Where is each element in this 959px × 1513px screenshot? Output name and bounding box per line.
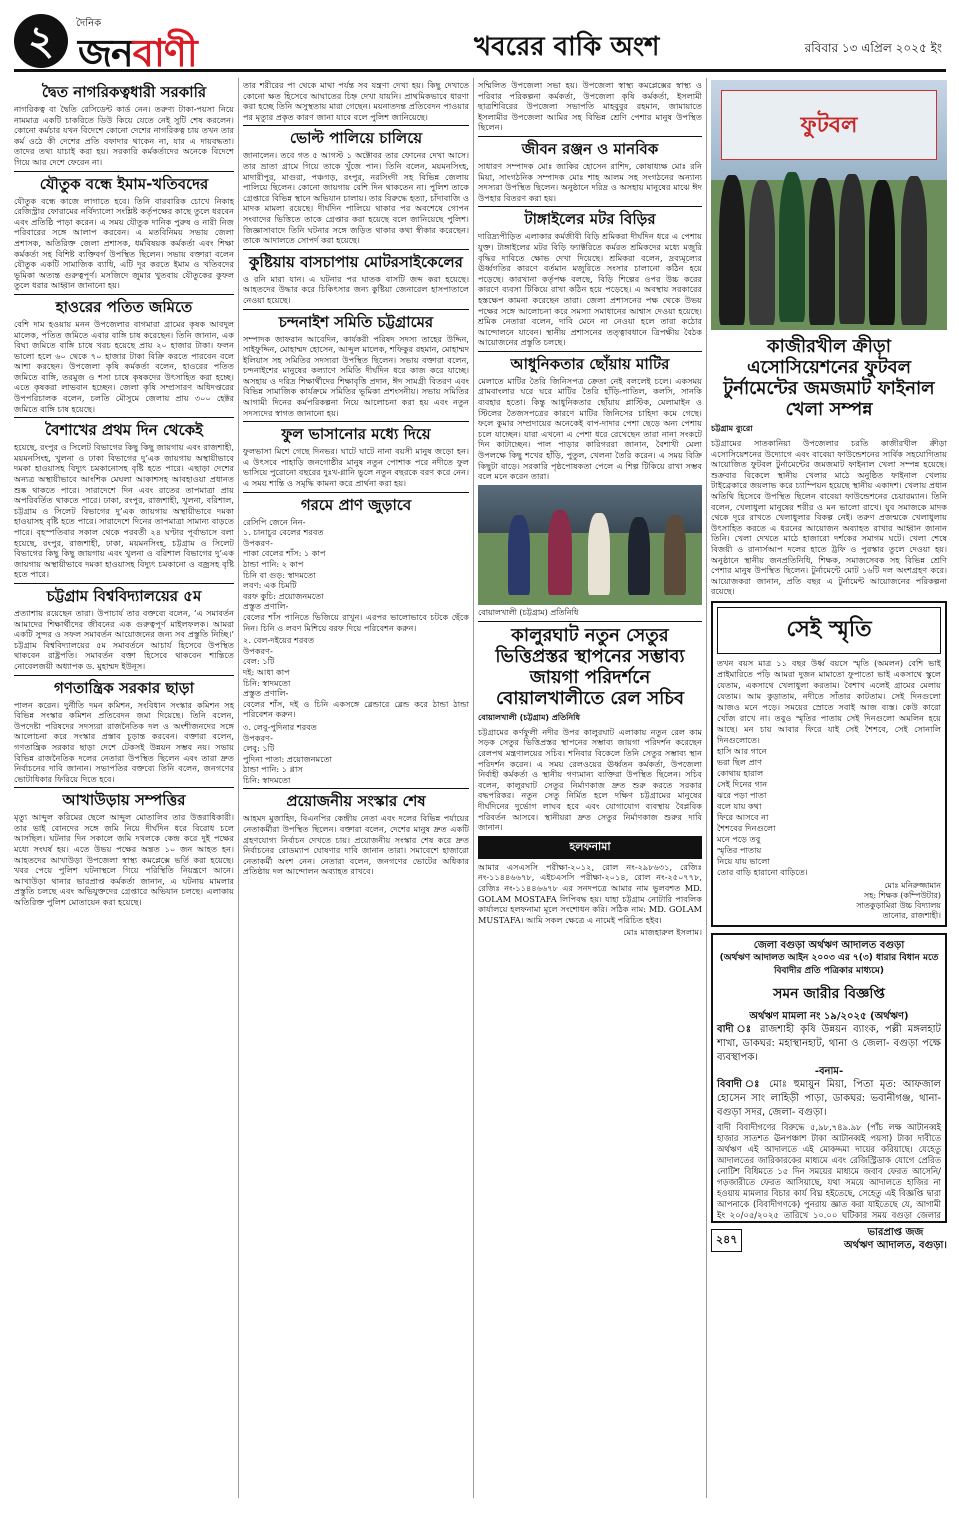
news-photo (478, 485, 702, 605)
article-text: আহমদ মুজাহিদ, বিএনপির কেন্দ্রীয় নেতা এবং দলের বিভিন্ন পর্যায়ের নেতাকর্মীরা উপস্থিত ছিলেন। বক্তারা বলেন, দেশের মানুষ দ্রুত একটি গ্রহণযোগ্য নির্বাচন দেখতে চায়। প্রয়োজনীয় সংস্কার শেষ করে দ্রুত নির্বাচনের রোডম্যাপ ঘোষণার দাবি জানান তারা। সমাবেশে হাজারো নেতাকর্মী অংশ নেন। নেতারা বলেন, জনগণের ভোটের অধিকার প্রতিষ্ঠায় দল আন্দোলন অব্যাহত রাখবে। (243, 813, 469, 877)
notice-footer (711, 1226, 947, 1252)
poem-box (711, 601, 947, 927)
headline: দ্বৈত নাগরিকত্বধারী সরকারি (41, 83, 207, 101)
court-name: অর্থঋণ আদালত, বগুড়া। (843, 1239, 947, 1251)
notice-court: জেলা বগুড়া অর্থঋণ আদালত বগুড়া (753, 939, 905, 951)
article-text: জানালেন। তবে গত ৫ আগস্ট ১ অক্টোবর তার ফোনের দেখা আসে। তার ভ্রাতা গ্রামে গিয়ে তাকে খুঁজে পান। তিনি বলেন, ময়মনসিংহ, মাদারীপুর, মাগুরা, পঞ্চগড়, রংপুর, নরসিংদী সহ বিভিন্ন জেলায় পালিয়ে ছিলেন। কোনো জায়গায় বেশি দিন থাকতেন না। পুলিশ তাকে গ্রেপ্তারে বিভিন্ন স্থানে অভিযান চালায়। তার বিরুদ্ধে হত্যা, চাঁদাবাজি ও মাদক মামলা রয়েছে। দীর্ঘদিন পালিয়ে থাকার পর অবশেষে গোপন সংবাদের ভিত্তিতে তাকে গ্রেপ্তার করা হয়েছে বলে জানিয়েছে পুলিশ। জিজ্ঞাসাবাদে তিনি ঘটনার সঙ্গে জড়িত থাকার কথা স্বীকার করেছেন। তাকে আদালতে সোপর্দ করা হয়েছে। (243, 150, 469, 246)
article-text: হয়েছে, রংপুর ও সিলেট বিভাগের কিছু কিছু জায়গায় এবং রাজশাহী, ময়মনসিংহ, খুলনা ও ঢাকা বিভাগের দু’এক জায়গায় অস্থায়ীভাবে দমকা হাওয়াসহ বিদ্যুৎ চমকানোসহ বৃষ্টি হতে পারে। এছাড়া দেশের অন্যত্র অস্থায়ীভাবে আংশিক মেঘলা আকাশসহ আবহাওয়া প্রধানত শুষ্ক থাকতে পারে। সারাদেশে দিন এবং রাতের তাপমাত্রা প্রায় অপরিবর্তিত থাকতে পারে। ঢাকা, রংপুর, রাজশাহী, খুলনা, বরিশাল, চট্টগ্রাম ও সিলেট বিভাগের দু’এক জায়গায় অস্থায়ীভাবে দমকা হাওয়াসহ বৃষ্টি হতে পারে। সারাদেশে দিনের তাপমাত্রা সামান্য বাড়তে পারে। বৃহস্পতিবার সকাল থেকে পরবর্তী ২৪ ঘণ্টার পূর্বাভাসে বলা হয়েছে, রংপুর, রাজশাহী, ঢাকা, ময়মনসিংহ, চট্টগ্রাম ও সিলেট বিভাগের কিছু কিছু জায়গায় এবং খুলনা ও বরিশাল বিভাগের দু’এক জায়গায় অস্থায়ীভাবে দমকা হাওয়াসহ বিদ্যুৎ চমকানো ও বজ্রসহ বৃষ্টি হতে পারে। (14, 442, 234, 580)
headline: গরমে প্রাণ জুড়াবে (243, 492, 469, 514)
headline: আখাউড়ায় সম্পত্তির (14, 787, 234, 809)
notice-title: সমন জারীর বিজ্ঞপ্তি (773, 985, 885, 1002)
article-text: যৌতুক বন্ধে কাজে লাগাতে হবে। তিনি বারবারিক চোখে নিকাহ রেজিস্ট্রার ফোরামের নর্বিদ্যালো সংশ্লিষ্ট কর্তৃপক্ষের কাছে তুলে ধরবেন এবং প্রতিষ্ঠি পাড়া করেন। এ সময় যৌতুক দানিক পুরুষ ও নারী নিজ পরিবারের সঙ্গে আলাপ করবেন। এ মতবিনিময় সভায় জেলা প্রশাসক, অতিরিক্ত জেলা প্রশাসক, ধর্মবিষয়ক কর্মকর্তা এবং শিক্ষা কর্মকর্তা সহ বিশিষ্ট ব্যক্তিবর্গ উপস্থিত ছিলেন। সভায় বক্তারা বলেন যৌতুক একটি সামাজিক ব্যাধি, এটি দূর করতে ইমাম ও খতিবদের ভূমিকা অত্যন্ত গুরুত্বপূর্ণ। মসজিদে জুমার খুতবায় যৌতুকের কুফল তুলে ধরার আহ্বান জানানো হয়। (14, 195, 234, 291)
photo-person (508, 515, 530, 595)
masthead (14, 14, 946, 75)
headline: আধুনিকতার ছোঁয়ায় মাটির (478, 351, 702, 373)
headline: গণতান্ত্রিক সরকার ছাড়া (14, 675, 234, 697)
article-text: সম্পাদক জাফরান আবেদিন, কার্যকরী পরিষদ সদস্য তাহের উদ্দিন, সাইফুদ্দিন, মোহাম্মদ হোসেন, আব্দুল মালেক, শফিকুর রহমান, মোহাম্মদ ইলিয়াস সহ সমিতির সদস্যরা উপস্থিত ছিলেন। সভায় বক্তারা বলেন, চন্দনাইশের মানুষের কল্যাণে সমিতি দীর্ঘদিন ধরে কাজ করে যাচ্ছে। অসহায় ও দরিদ্র শিক্ষার্থীদের শিক্ষাবৃত্তি প্রদান, ঈদ সামগ্রী বিতরণ এবং বিভিন্ন সামাজিক কার্যক্রমে সমিতির ভূমিকা প্রশংসনীয়। সভায় সমিতির আগামী দিনের কর্মপরিকল্পনা নিয়ে আলোচনা করা হয় এবং নতুন সদস্যদের স্বাগত জানানো হয়। (243, 333, 469, 418)
headline: জীবন রঞ্জন ও মানবিক (478, 136, 702, 158)
column-2 (243, 80, 469, 1500)
notice-signature (844, 1226, 947, 1252)
column-rule (473, 78, 474, 1498)
affidavit-title: হলফনামা (478, 836, 702, 859)
article-text: নাগরিকত্ব বা দ্বৈতি রেসিডেন্ট কার্ড নেন। তরুণ্য টাকা-পয়সা নিয়ে নামমাত্র একটি চাকরিতে ডিউ কিয়ে যেতে নেই সুটি শেষ করলেন। কোনো কর্মচার যখন বিদেশে কোনো দেশের নাগরিকত্ব চায় তখন তার কর্ম ওঠে কী দেশের প্রতি বফাদার থাকেন না, যার এ দায়বদ্ধতা। তাদের তথ্য যাচাই করা হয়। সরকারি কর্মকর্তাদের অনেকে বিদেশে গিয়ে আর দেশে ফেরেন না। (14, 104, 234, 167)
article-text: পালন করেন। দুর্নীতি দমন কমিশন, সংবিধান সংস্কার কমিশন সহ বিভিন্ন সংস্কার কমিশন প্রতিবেদন জমা দিয়েছে। তিনি বলেন, উপদেষ্টা পরিষদের সদস্যরা রাজনৈতিক দল ও অংশীজনদের সঙ্গে আলোচনা করে সংস্কার প্রস্তাব চূড়ান্ত করবেন। বক্তারা বলেন, গণতান্ত্রিক সরকার ছাড়া দেশে টেকসই উন্নয়ন সম্ভব নয়। সভায় বিভিন্ন রাজনৈতিক দলের নেতারা উপস্থিত ছিলেন এবং তারা দ্রুত নির্বাচনের দাবি জানান। সভাপতির বক্তব্যে তিনি বলেন, জনগণের ভোটাধিকার ফিরিয়ে দিতে হবে। (14, 699, 234, 784)
poem-author: মোঃ মনিরুজ্জামান (884, 880, 941, 890)
headline: কালুরঘাট নতুন সেতুর ভিত্তিপ্রস্তর স্থাপনের সম্ভাব্য জায়গা পরিদর্শনে বোয়ালখালীতে রেল সচিব (478, 621, 702, 709)
recipe-text: রেসিপি জেনে নিন- ১. চানাচুর বেলের শরবত উপকরণ- পাকা বেলের শাঁস: ১ কাপ ঠান্ডা পানি: ২ কাপ চিনি বা গুড়: স্বাদমতো লবণ: এক চিমটি বরফ কুচি: প্রয়োজনমতো প্রস্তুত প্রণালি- বেলের শাঁস পানিতে ভিজিয়ে রাখুন। এরপর ভালোভাবে চটকে ছেঁকে নিন। চিনি ও লবণ মিশিয়ে বরফ দিয়ে পরিবেশন করুন। (243, 516, 469, 633)
affidavit-text: আমার এসএসসি পরীক্ষা-২০১২, রোল নং-২৯৮৬৩১, রেজিঃ নং-১১৪৪৬৬৭৮, এইচএসসি পরীক্ষা-২০১৪, রোল নং-২৫০৭৭৮, রেজিঃ নং-১১৪৪৬৬৭৮ এর সনদপত্রে আমার নাম ভুলবশত MD. GOLAM MOSTAFA লিপিবদ্ধ হয়। যাহা চট্টগ্রাম নোটারি পাবলিক কার্যালয়ে হলফনামা মূলে সংশোধন করি। সঠিক নাম: MD. GOLAM MUSTAFA। আমি সকল ক্ষেত্রে এ নামেই পরিচিত হইব। (478, 861, 702, 925)
headline: বৈশাখের প্রথম দিন থেকেই (14, 417, 234, 439)
judge-title: ভারপ্রাপ্ত জজ (867, 1226, 924, 1238)
column-rule (238, 78, 239, 1498)
photo-person (628, 517, 650, 595)
defendant-text: মোঃ হুমায়ুন মিয়া, পিতা মৃত: আফজাল হোসেন সাং লাহিড়ী পাড়া, ডাকঘর: ভবানীগঞ্জ, থানা- বগুড়া সদর, জেলা- বগুড়া। (717, 1078, 941, 1118)
photo-person (548, 510, 572, 595)
headline: টাঙ্গাইলের মটর বিড়ির (478, 206, 702, 228)
article-text: দারিদ্র্যপীড়িত এলাকার কর্মজীবী বিড়ি শ্রমিকরা দীর্ঘদিন ধরে এ পেশায় যুক্ত। টাঙ্গাইলের মটর বিড়ি ফ্যাক্টরিতে কর্মরত শ্রমিকদের মধ্যে মজুরি বৃদ্ধির দাবিতে ক্ষোভ দেখা দিয়েছে। শ্রমিকরা বলেন, দ্রব্যমূল্যের ঊর্ধ্বগতির কারণে বর্তমান মজুরিতে সংসার চালানো কঠিন হয়ে পড়েছে। কারখানা কর্তৃপক্ষ বলছে, বিড়ি শিল্পের ওপর উচ্চ করের কারণে ব্যবসা টিকিয়ে রাখা কঠিন হয়ে পড়েছে। এ অবস্থায় সরকারের হস্তক্ষেপ কামনা করেছেন তারা। জেলা প্রশাসনের পক্ষ থেকে উভয় পক্ষের সঙ্গে আলোচনা করে সমস্যা সমাধানের আশ্বাস দেওয়া হয়েছে। শ্রমিক নেতারা বলেন, দাবি মেনে না নেওয়া হলে তারা কঠোর আন্দোলনে যাবেন। স্থানীয় প্রশাসনের তত্ত্বাবধানে ত্রিপক্ষীয় বৈঠক আয়োজনের প্রস্তুতি চলছে। (478, 231, 702, 348)
plaintiff-label: বাদী ঃ (717, 1023, 754, 1035)
versus: -বনাম- (814, 1065, 844, 1077)
poem-author-school: সাতকুড়ামিরা উচ্চ বিদ্যালয় তানোর, রাজশাহী। (856, 900, 941, 920)
byline: বোয়ালখালী (চট্টগ্রাম) প্রতিনিধি (478, 712, 580, 722)
column-1 (14, 80, 234, 1500)
recipe-text: ৩. লেবু-পুদিনার শরবত উপকরণ- লেবু: ১টি পুদিনা পাতা: প্রয়োজনমতো ঠান্ডা পানি: ১ গ্লাস চিনি: স্বাদমতো (243, 721, 333, 785)
logo-name-a: জন (78, 31, 133, 75)
headline: কাজীরখীল ক্রীড়া এসোসিয়েশনের ফুটবল টুর্নামেন্টের জমজমাট ফাইনাল খেলা সম্পন্ন (723, 336, 935, 420)
article-text: সাধারণ সম্পাদক মোঃ জাকির হোসেন রাশিদ, কোষাধ্যক্ষ মোঃ রনি মিয়া, সাংগঠনিক সম্পাদক মোঃ শাহ আলম সহ সংগঠনের অন্যান্য সদস্যরা উপস্থিত ছিলেন। অনুষ্ঠানে দরিদ্র ও অসহায় মানুষের মাঝে ঈদ উপহার বিতরণ করা হয়। (478, 160, 702, 203)
article-text: মৃত্যু আব্দুল করিমের ছেলে আব্দুল মোতালিব তার উত্তরাধিকারী। তার ভাই বোনদের সঙ্গে জমি নিয়ে দীর্ঘদিন ধরে বিরোধ চলে আসছিল। ঘটনার দিন সকালে জমি দখলকে কেন্দ্র করে দুই পক্ষের মধ্যে সংঘর্ষ হয়। এতে উভয় পক্ষের অন্তত ১০ জন আহত হন। আহতদের আখাউড়া উপজেলা স্বাস্থ্য কমপ্লেক্সে ভর্তি করা হয়েছে। খবর পেয়ে পুলিশ ঘটনাস্থলে গিয়ে পরিস্থিতি নিয়ন্ত্রণে আনে। আখাউড়া থানার ভারপ্রাপ্ত কর্মকর্তা জানান, এ ঘটনায় মামলার প্রস্তুতি চলছে এবং অভিযুক্তদের গ্রেপ্তারে অভিযান চলছে। এলাকায় অতিরিক্ত পুলিশ মোতায়েন করা হয়েছে। (14, 812, 234, 908)
photo-person (839, 174, 865, 324)
notice-law: (অর্থঋণ আদালত আইন ২০০৩ এর ৭(৩) ধারার বিধান মতে বিবাদীর প্রতি পত্রিকার মাধ্যমে) (719, 952, 939, 976)
article-text: বেশি দাম হওয়ায় মনন উপজেলার বাগমারা গ্রামের কৃষক আবদুল মালেক, পতিত জমিতে এবার বাঙ্গি চাষ করেছেন। তিনি জানান, এক বিঘা জমিতে বাঙ্গি চাষে খরচ হয়েছে প্রায় ২০ হাজার টাকা। ফলন ভালো হলে ৬০ থেকে ৭০ হাজার টাকা বিক্রি করতে পারবেন বলে আশা করছেন। উপজেলা কৃষি কর্মকর্তা বলেন, হাওরের পতিত জমিতে বাঙ্গি, তরমুজ ও শসা চাষে কৃষকদের উৎসাহিত করা হচ্ছে। এতে কৃষকরা লাভবান হচ্ছেন। জেলা কৃষি সম্প্রসারণ অধিদপ্তরের উপপরিচালক বলেন, চলতি মৌসুমে জেলায় প্রায় ৩০০ হেক্টর জমিতে বাঙ্গি চাষ হয়েছে। (14, 318, 234, 414)
notice-body: বাদী বিবাদীগণের বিরুদ্ধে ৫,৯৮,৭৪৯.৯৮ (পাঁচ লক্ষ আটানব্বই হাজার সাতশত ঊনপঞ্চাশ টাকা আটানব্বই পয়সা) টাকা দাবীতে অর্থঋণ এই আদালতে এই মোকদ্দমা দায়ের করিয়াছে। যেহেতু আদালতের জারিকারকের মাধ্যমে এবং রেজিস্ট্রিডাক যোগে প্রেরিত নোটিশ বিধিমতে ১৫ দিন সময়ের মাধ্যমে জবাব ফেরত আসেনি/গড়জারীতে ফেরত আসিয়াছে, যথা সময়ে আদালতে হাজির না হওয়ায় মামলার বিচার কার্য বিঘ্ন হইতেছে, সেহেতু এই বিজ্ঞপ্তি দ্বারা আপনাকে (বিবাদীগণকে) পুনরায় জ্ঞাত করা যাইতেছে যে, আগামী ইং ২০/০৫/২০২৫ তারিখে ১০.০০ ঘটিকার সময় বগুড়া জেলার (717, 1121, 941, 1220)
headline: চট্টগ্রাম বিশ্ববিদ্যালয়ের ৫ম (14, 583, 234, 605)
headline: হাওরের পতিত জমিতে (14, 294, 234, 316)
case-number: অর্থঋণ মামলা নং ১৯/২০২৫ (অর্থঋণ) (749, 1010, 909, 1022)
photo-person (749, 180, 775, 325)
defendant-label: বিবাদী ঃ (717, 1078, 763, 1090)
plaintiff-text: রাজশাহী কৃষি উন্নয়ন ব্যাংক, পল্লী মঙ্গলহাট শাখা, ডাকঘর: মহাস্থানহাট, থানা ও জেলা- বগুড়া পক্ষে ব্যবস্থাপক। (717, 1023, 941, 1063)
court-notice (711, 933, 947, 1223)
photo-person (809, 178, 835, 325)
article-text: সম্মিলিত উপজেলা সভা হয়। উপজেলা স্বাস্থ্য কমপ্লেক্সের স্বাস্থ্য ও পরিবার পরিকল্পনা কর্মকর্তা, উপজেলা কৃষি কর্মকর্তা, ইসলামী ছাত্রশিবিরের উপজেলা সভাপতি মাহবুবুর রহমান, জামায়াতে ইসলামীর উপজেলা আমির সহ বিভিন্ন শ্রেণি পেশার মানুষ উপস্থিত ছিলেন। (478, 80, 702, 133)
section-title: খবরের বাকি অংশ (474, 32, 660, 62)
photo-person (779, 172, 805, 322)
recipe-text: ২. বেল-দইয়ের শরবত উপকরণ- বেল: ১টি দই: আধা কাপ চিনি: স্বাদমতো প্রস্তুত প্রণালি- বেলের শাঁস, দই ও চিনি একসঙ্গে ব্লেন্ডারে ব্লেন্ড করে ঠান্ডা ঠান্ডা পরিবেশন করুন। (243, 635, 469, 720)
photo-person (901, 176, 927, 325)
affidavit-signature: মোঃ মাজহারুল ইসলাম। (623, 927, 702, 938)
column-4 (711, 80, 947, 1500)
football-team-photo (711, 80, 947, 330)
article-text: তার শরীরের পা থেকে মাথা পর্যন্ত সব যন্ত্রণা দেখা হয়। কিছু দেখাতে কোনো ক্ষত হিসেবে আঘাতের চিহ্ন দেখা যায়নি। প্রাথমিকভাবে ধারণা করা হচ্ছে তিনি অসুস্থতায় মারা গেছেন। ময়নাতদন্ত প্রতিবেদন পাওয়ার পর মৃত্যুর প্রকৃত কারণ জানা যাবে বলে পুলিশ জানিয়েছে। (243, 80, 469, 122)
byline: চট্টগ্রাম ব্যুরো (711, 424, 753, 433)
photo-person (664, 515, 686, 595)
headline: চন্দনাইশ সমিতি চট্টগ্রামের (243, 309, 469, 331)
poem-author-role: সহ: শিক্ষক (কম্পিউটার) (863, 890, 941, 900)
issue-date: রবিবার ১৩ এপ্রিল ২০২৫ ইং (804, 41, 942, 55)
photo-person (719, 175, 745, 325)
photo-person (869, 180, 895, 325)
event-banner (721, 90, 937, 160)
poem-title: সেই স্মৃতি (717, 607, 941, 654)
notice-code: ২৪৭ (711, 1229, 742, 1252)
poem-text: তখন বয়স মাত্র ১১ বছর উর্ধ্ব বয়সে স্মৃতি (অমলন) বেশি ভাই প্রাইমারিতে পড়ি আমরা দুজন মামাতো ফুপাতো ভাই একসাথে স্কুলে যেতাম, একসাথে খেলাধুলা করতাম। বৈশাখ এলেই গ্রামের মেলায় যেতাম। আম কুড়াতাম, নদীতে সাঁতার কাটতাম। সেই দিনগুলো আজও মনে পড়ে। সময়ের স্রোতে সবাই আজ ব্যস্ত। কেউ কারো খোঁজ রাখে না। তবুও স্মৃতির পাতায় সেই দিনগুলো অমলিন হয়ে আছে। মন চায় আবার ফিরে যাই সেই শৈশবে, সেই সোনালি দিনগুলোতে। হাসি আর গানে ভরা ছিল প্রাণ কোথায় হারাল সেই দিনের গান ঝরে পড়া পাতা বলে যায় কথা ফিরে আসবে না শৈশবের দিনগুলো মনে পড়ে তবু স্মৃতির পাতায় নিয়ে যায় ভালো তোর বাড়ি হারানো বাড়িতে। (717, 657, 941, 877)
defendant (717, 1078, 941, 1120)
article-text: চট্টগ্রামের কর্ণফুলী নদীর উপর কালুরঘাট এলাকায় নতুন রেল কাম সড়ক সেতুর ভিত্তিপ্রস্তর স্থাপনের সম্ভাব্য জায়গা পরিদর্শন করেছেন রেলপথ মন্ত্রণালয়ের সচিব। শনিবার বিকেলে তিনি সেতুর সম্ভাব্য স্থান পরিদর্শন করেন। এ সময় রেলওয়ের ঊর্ধ্বতন কর্মকর্তা, উপজেলা নির্বাহী কর্মকর্তা ও স্থানীয় গণ্যমান্য ব্যক্তিরা উপস্থিত ছিলেন। সচিব বলেন, কালুরঘাট সেতুর নির্মাণকাজ দ্রুত শুরু করতে সরকার বদ্ধপরিকর। নতুন সেতু নির্মিত হলে দক্ষিণ চট্টগ্রামের মানুষের দীর্ঘদিনের দুর্ভোগ লাঘব হবে এবং যোগাযোগ ব্যবস্থায় বৈপ্লবিক পরিবর্তন আসবে। স্থানীয়রা দ্রুত সেতুর নির্মাণকাজ শুরুর দাবি জানান। (478, 726, 702, 833)
article-text: ফুলভাসা মিশে গেছে দিনভর। ঘাটে ঘাটে নানা বয়সী মানুষ জড়ো হন। এ উৎসবে পাহাড়ি জনগোষ্ঠীর মানুষ নতুন পোশাক পরে নদীতে ফুল ভাসিয়ে পুরোনো বছরের দুঃখ-গ্লানি ভুলে নতুন বছরকে বরণ করে নেন। এ সময় শান্তি ও সমৃদ্ধি কামনা করে প্রার্থনা করা হয়। (243, 446, 469, 489)
column-rule (706, 78, 707, 1498)
poem-author-block (717, 881, 941, 921)
article-text: ও রনি মারা যান। এ ঘটনার পর ঘাতক বাসটি জব্দ করা হয়েছে। আহতদের উদ্ধার করে চিকিৎসার জন্য কুষ্টিয়া জেনারেল হাসপাতালে নেওয়া হয়েছে। (243, 273, 469, 305)
logo-daily: দৈনিক (76, 18, 102, 29)
headline: কুষ্টিয়ায় বাসচাপায় মোটরসাইকেলের (243, 249, 469, 271)
plaintiff (717, 1023, 941, 1065)
photo-person (588, 513, 610, 595)
page-number: ২ (14, 14, 68, 68)
newspaper-logo (74, 14, 270, 75)
photo-caption: বোয়ালখালী (চট্টগ্রাম) প্রতিনিধি (478, 607, 579, 617)
article-text: প্রত্যাশায় রয়েছেন তারা। উপাচার্য তার বক্তব্যে বলেন, ‘এ সমাবর্তন আমাদের শিক্ষার্থীদের জীবনের এক গুরুত্বপূর্ণ মাইলফলক। আমরা একটি সুন্দর ও সফল সমাবর্তন আয়োজনের জন্য সব প্রস্তুতি নিচ্ছি।’ চট্টগ্রাম বিশ্ববিদ্যালয়ের ৫ম সমাবর্তনে আচার্য হিসেবে উপস্থিত থাকবেন রাষ্ট্রপতি। সমাবর্তন বক্তা হিসেবে থাকবেন শান্তিতে নোবেলজয়ী অধ্যাপক ড. মুহাম্মদ ইউনূস। (14, 607, 234, 671)
article-text: চট্টগ্রামের সাতকানিয়া উপজেলার চরতি কাজীরখীল ক্রীড়া এসোসিয়েশনের উদ্যোগে এবং বাবেয়া ফাউন্ডেশনের সার্বিক সহযোগিতায় আয়োজিত ফুটবল টুর্নামেন্টের জমজমাট ফাইনাল খেলা সম্পন্ন হয়েছে। শুক্রবার বিকেলে স্থানীয় খেলার মাঠে অনুষ্ঠিত ফাইনাল খেলায় টাইব্রেকারে জয়লাভ করে চ্যাম্পিয়ন হয়েছে স্থানীয় একাদশ। খেলায় প্রধান অতিথি হিসেবে উপস্থিত ছিলেন বাবেয়া ফাউন্ডেশনের চেয়ারম্যান। তিনি বলেন, খেলাধুলা মানুষের শরীর ও মন ভালো রাখে। যুব সমাজকে মাদক থেকে দূরে রাখতে খেলাধুলার বিকল্প নেই। তরুণ প্রজন্মকে খেলাধুলায় উৎসাহিত করতে এ ধরনের আয়োজন অব্যাহত রাখার আহ্বান জানান তিনি। খেলা দেখতে মাঠে হাজারো দর্শকের সমাগম ঘটে। খেলা শেষে বিজয়ী ও রানার্সআপ দলের হাতে ট্রফি ও পুরস্কার তুলে দেওয়া হয়। অনুষ্ঠানে স্থানীয় জনপ্রতিনিধি, শিক্ষক, সমাজসেবক সহ বিভিন্ন শ্রেণি পেশার মানুষ উপস্থিত ছিলেন। টুর্নামেন্টে মোট ১৬টি দল অংশগ্রহণ করে। আয়োজকরা জানান, প্রতি বছর এ টুর্নামেন্ট আয়োজনের পরিকল্পনা রয়েছে। (711, 438, 947, 597)
article-text: মেলাতে মাটির তৈরি জিনিসপত্র ক্রেতা নেই বললেই চলে। একসময় গ্রামবাংলার ঘরে ঘরে মাটির তৈরি হাঁড়ি-পাতিল, কলসি, সানকি ব্যবহার হতো। কিন্তু আধুনিকতার ছোঁয়ায় প্লাস্টিক, মেলামাইন ও স্টিলের তৈজসপত্রের কারণে মাটির জিনিসের চাহিদা কমে গেছে। ফলে কুমার সম্প্রদায়ের অনেকেই বাপ-দাদার পেশা ছেড়ে অন্য পেশায় চলে যাচ্ছেন। যারা এখনো এ পেশা ধরে রেখেছেন তারা নানা সংকটে দিন কাটাচ্ছেন। পাল পাড়ার কারিগররা জানান, বৈশাখী মেলা উপলক্ষে কিছু শখের হাঁড়ি, পুতুল, খেলনা তৈরি করেন। এ সময় বিক্রি কিছুটা বাড়ে। সরকারি পৃষ্ঠপোষকতা পেলে এ শিল্প টিকিয়ে রাখা সম্ভব বলে মনে করেন তারা। (478, 375, 702, 482)
column-3 (478, 80, 702, 1500)
logo-name (78, 24, 197, 88)
headline: যৌতুক বন্ধে ইমাম-খতিবদের (14, 171, 234, 193)
logo-name-b: বাণী (132, 31, 197, 75)
banner-text: ফুটবল (800, 113, 858, 138)
headline: প্রয়োজনীয় সংস্কার শেষ (243, 788, 469, 810)
headline: ফুল ভাসানোর মধ্যে দিয়ে (243, 421, 469, 443)
headline: ভোল্ট পালিয়ে চালিয়ে (243, 125, 469, 147)
